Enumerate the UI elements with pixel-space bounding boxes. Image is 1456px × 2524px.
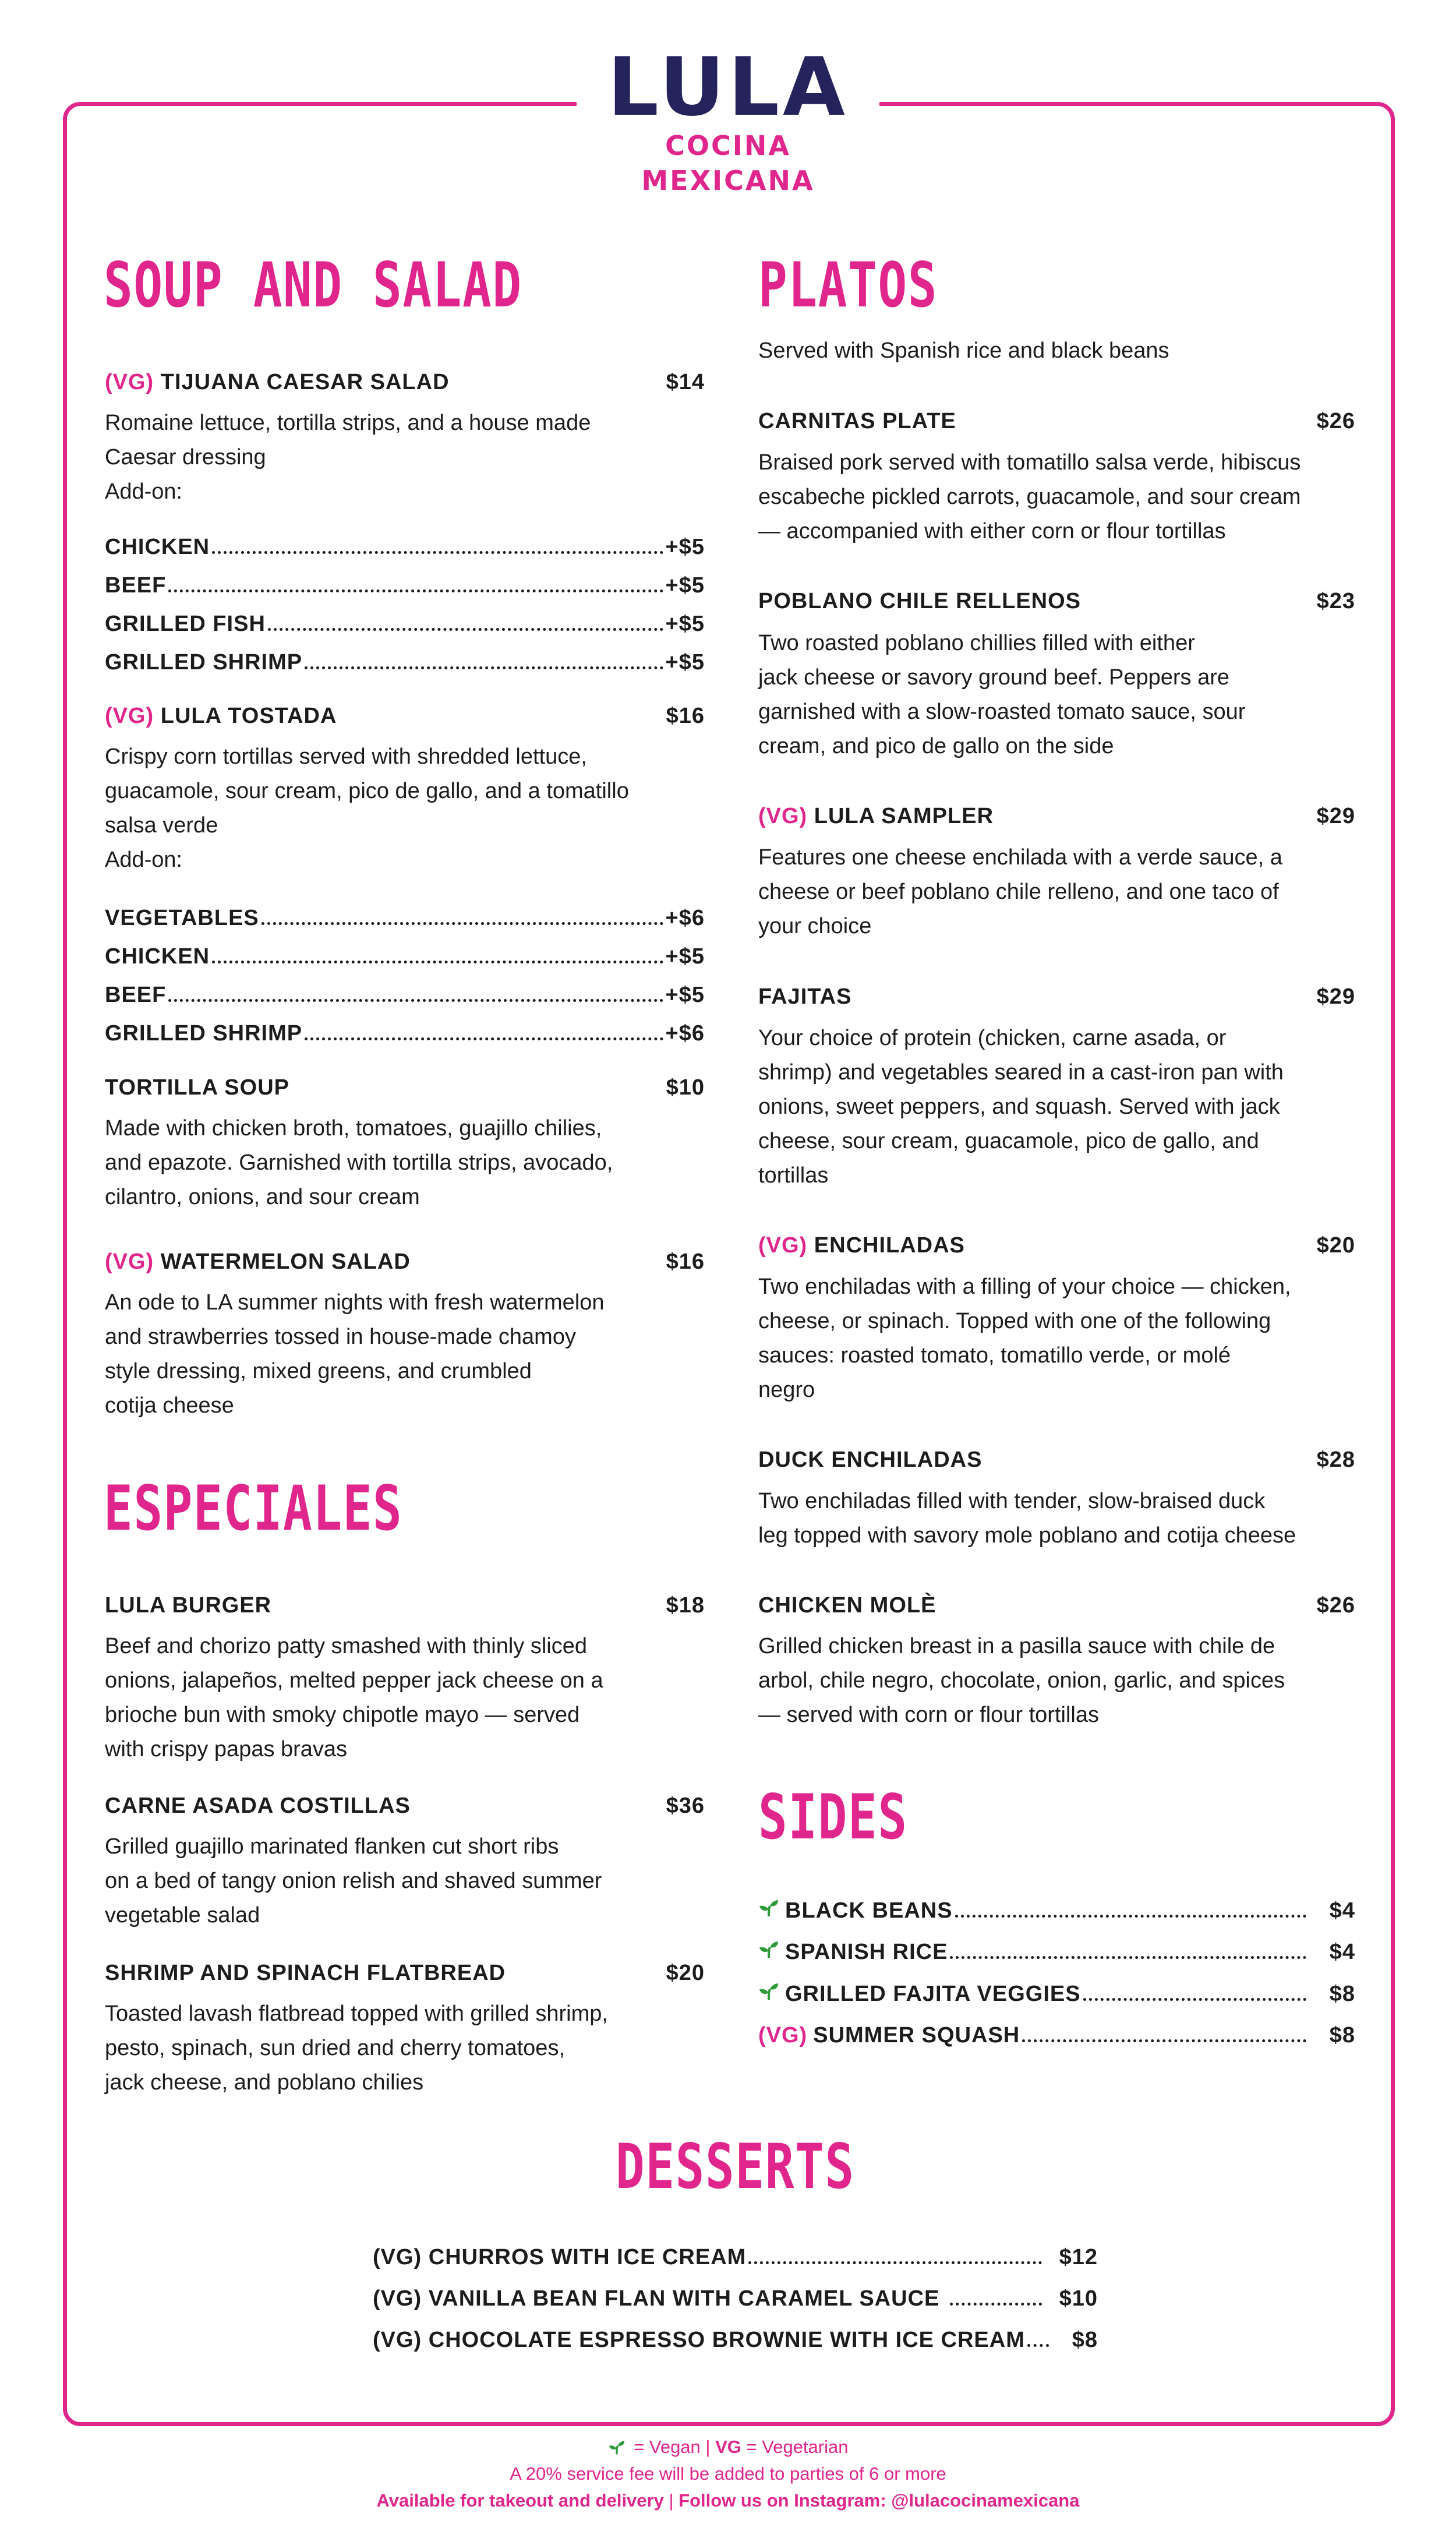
watermelon-salad-heading (105, 1248, 705, 1275)
carnitas-plate-description: Braised pork served with tomatillo salsa verde, hibiscus escabeche pickled carrots, guacamole, and sour cream — accompanied with either corn or flour tortillas (758, 450, 1301, 543)
carne-asada-costillas-heading (105, 1792, 705, 1819)
vegan-sprout-icon (608, 2439, 625, 2455)
tortilla-soup-description: Made with chicken broth, tomatoes, guajillo chilies, and epazote. Garnished with tortilla strips, avocado, cilantro, onions, and sour cream (105, 1116, 613, 1209)
watermelon-salad-description: An ode to LA summer nights with fresh watermelon and strawberries tossed in house-made chamoy style dressing, mixed greens, and crumbled cotija cheese (105, 1290, 605, 1418)
caesar-salad-heading (105, 369, 705, 396)
lula-burger-heading (105, 1592, 705, 1619)
duck-enchiladas-heading (758, 1446, 1355, 1473)
item-price: $20 (666, 1961, 705, 1985)
enchiladas-description: Two enchiladas with a filling of your choice — chicken, cheese, or spinach. Topped with one of the following sauces: roasted tomato, tomatillo verde, or molé negro (758, 1275, 1291, 1402)
lula-tostada-heading (105, 703, 705, 729)
item-price: $29 (1316, 984, 1355, 1009)
item-name: TORTILLA SOUP (105, 1075, 289, 1100)
item-name: CHICKEN MOLÈ (758, 1593, 936, 1618)
especiales-title: ESPECIALES (104, 1473, 403, 1544)
item-price: $16 (666, 704, 705, 728)
item-name: CARNE ASADA COSTILLAS (105, 1794, 411, 1818)
lula-sampler-heading (758, 803, 1355, 829)
shrimp-spinach-flatbread-description: Toasted lavash flatbread topped with grilled shrimp, pesto, spinach, sun dried and cherry tomatoes, jack cheese, and poblano chilies (105, 2001, 608, 2095)
side-item: BLACK BEANS $4 (758, 1897, 1355, 1924)
addon-row: GRILLED SHRIMP +$5 (105, 650, 705, 675)
poblano-rellenos-heading (758, 588, 1355, 615)
addon-row: CHICKEN +$5 (105, 944, 705, 969)
item-price: $28 (1316, 1448, 1355, 1472)
item-price: $36 (666, 1794, 705, 1818)
addon-row: CHICKEN +$5 (105, 535, 705, 559)
item-name: CARNITAS PLATE (758, 409, 956, 433)
sides-title: SIDES (758, 1781, 908, 1853)
poblano-rellenos-description: Two roasted poblano chillies filled with either jack cheese or savory ground beef. Peppers are garnished with a slow-roasted tomato sauce, sour cream, and pico de gallo on the side (758, 631, 1246, 758)
footer-service-fee: A 20% service fee will be added to parties of 6 or more (510, 2463, 946, 2484)
item-name: POBLANO CHILE RELLENOS (758, 589, 1082, 613)
dessert-item: (VG) VANILLA BEAN FLAN WITH CARAMEL SAUCE $10 (373, 2286, 1098, 2311)
fajitas-description: Your choice of protein (chicken, carne asada, or shrimp) and vegetables seared in a cast-iron pan with onions, sweet peppers, and squash. Served with jack cheese, sour cream, guacamole, pico de gallo, and tortillas (758, 1026, 1284, 1188)
carne-asada-costillas-description: Grilled guajillo marinated flanken cut short ribs on a bed of tangy onion relish and shaved summer vegetable salad (105, 1834, 602, 1928)
duck-enchiladas-description: Two enchiladas filled with tender, slow-braised duck leg topped with savory mole poblano and cotija cheese (758, 1489, 1296, 1548)
logo-subtitle: COCINA MEXICANA (641, 130, 815, 196)
desserts-title: DESSERTS (616, 2131, 855, 2202)
lula-tostada-description: Crispy corn tortillas served with shredded lettuce, guacamole, sour cream, pico de gallo, and a tomatillo salsa verde Add-on: (105, 744, 629, 872)
caesar-salad-description: Romaine lettuce, tortilla strips, and a house made Caesar dressing Add-on: (105, 411, 591, 504)
item-price: $18 (666, 1593, 705, 1618)
vegan-sprout-icon (758, 1939, 779, 1959)
item-name: LULA BURGER (105, 1593, 272, 1618)
tortilla-soup-heading (105, 1074, 705, 1101)
addon-row: BEEF +$5 (105, 573, 705, 598)
item-price: $23 (1316, 589, 1355, 613)
footer-legend: = Vegan | VG = Vegetarian (0, 2434, 1456, 2461)
item-price: $16 (666, 1249, 705, 1274)
chicken-mole-heading (758, 1592, 1355, 1619)
item-name: FAJITAS (758, 984, 852, 1009)
enchiladas-heading (758, 1232, 1355, 1259)
platos-title: PLATOS (758, 249, 938, 321)
lula-sampler-description: Features one cheese enchilada with a verde sauce, a cheese or beef poblano chile relleno, and one taco of your choice (758, 845, 1282, 938)
addon-row: BEEF +$5 (105, 983, 705, 1007)
side-item: GRILLED FAJITA VEGGIES $8 (758, 1981, 1355, 2007)
logo-title: LULA (607, 40, 849, 134)
carnitas-plate-heading (758, 408, 1355, 435)
vg-tag: (VG) (105, 1249, 154, 1274)
shrimp-spinach-flatbread-heading (105, 1960, 705, 1986)
item-name: LULA TOSTADA (160, 704, 337, 728)
instagram-link[interactable]: Follow us on Instagram: @lulacocinamexicana (678, 2490, 1080, 2511)
vg-tag: (VG) (758, 804, 808, 828)
item-name: WATERMELON SALAD (160, 1249, 411, 1274)
dessert-item: (VG) CHOCOLATE ESPRESSO BROWNIE WITH ICE CREAM $8 (373, 2328, 1098, 2352)
item-price: $14 (666, 370, 705, 394)
logo (577, 40, 879, 196)
addon-row: GRILLED SHRIMP +$6 (105, 1021, 705, 1046)
side-item: SPANISH RICE $4 (758, 1939, 1355, 1965)
item-price: $26 (1316, 1593, 1355, 1618)
item-price: $26 (1316, 409, 1355, 433)
soup-salad-title: SOUP AND SALAD (104, 249, 522, 321)
item-name: DUCK ENCHILADAS (758, 1448, 983, 1472)
item-name: ENCHILADAS (814, 1233, 965, 1258)
item-name: TIJUANA CAESAR SALAD (160, 370, 450, 394)
item-name: LULA SAMPLER (814, 804, 994, 828)
vegan-sprout-icon (758, 1981, 779, 2001)
lula-burger-description: Beef and chorizo patty smashed with thinly sliced onions, jalapeños, melted pepper jack cheese on a brioche bun with smoky chipotle mayo — served with crispy papas bravas (105, 1634, 603, 1761)
item-price: $10 (666, 1075, 705, 1100)
vegan-sprout-icon (758, 1898, 779, 1918)
footer-takeout: Available for takeout and delivery | Follow us on Instagram: @lulacocinamexicana (376, 2490, 1080, 2511)
item-price: $29 (1316, 804, 1355, 828)
addon-row: GRILLED FISH +$5 (105, 612, 705, 636)
vg-tag: (VG) (758, 2023, 808, 2048)
dessert-item: (VG) CHURROS WITH ICE CREAM $12 (373, 2245, 1098, 2269)
item-price: $20 (1316, 1233, 1355, 1258)
addon-row: VEGETABLES +$6 (105, 906, 705, 930)
side-item: (VG) SUMMER SQUASH $8 (758, 2023, 1355, 2048)
vg-tag: (VG) (105, 704, 154, 728)
item-name: SHRIMP AND SPINACH FLATBREAD (105, 1961, 506, 1985)
vg-tag: (VG) (105, 370, 154, 394)
chicken-mole-description: Grilled chicken breast in a pasilla sauce with chile de arbol, chile negro, chocolate, onion, garlic, and spices — served with corn or flour tortillas (758, 1634, 1285, 1727)
vg-tag: (VG) (758, 1233, 808, 1258)
platos-subtitle: Served with Spanish rice and black beans (758, 338, 1169, 363)
fajitas-heading (758, 983, 1355, 1010)
